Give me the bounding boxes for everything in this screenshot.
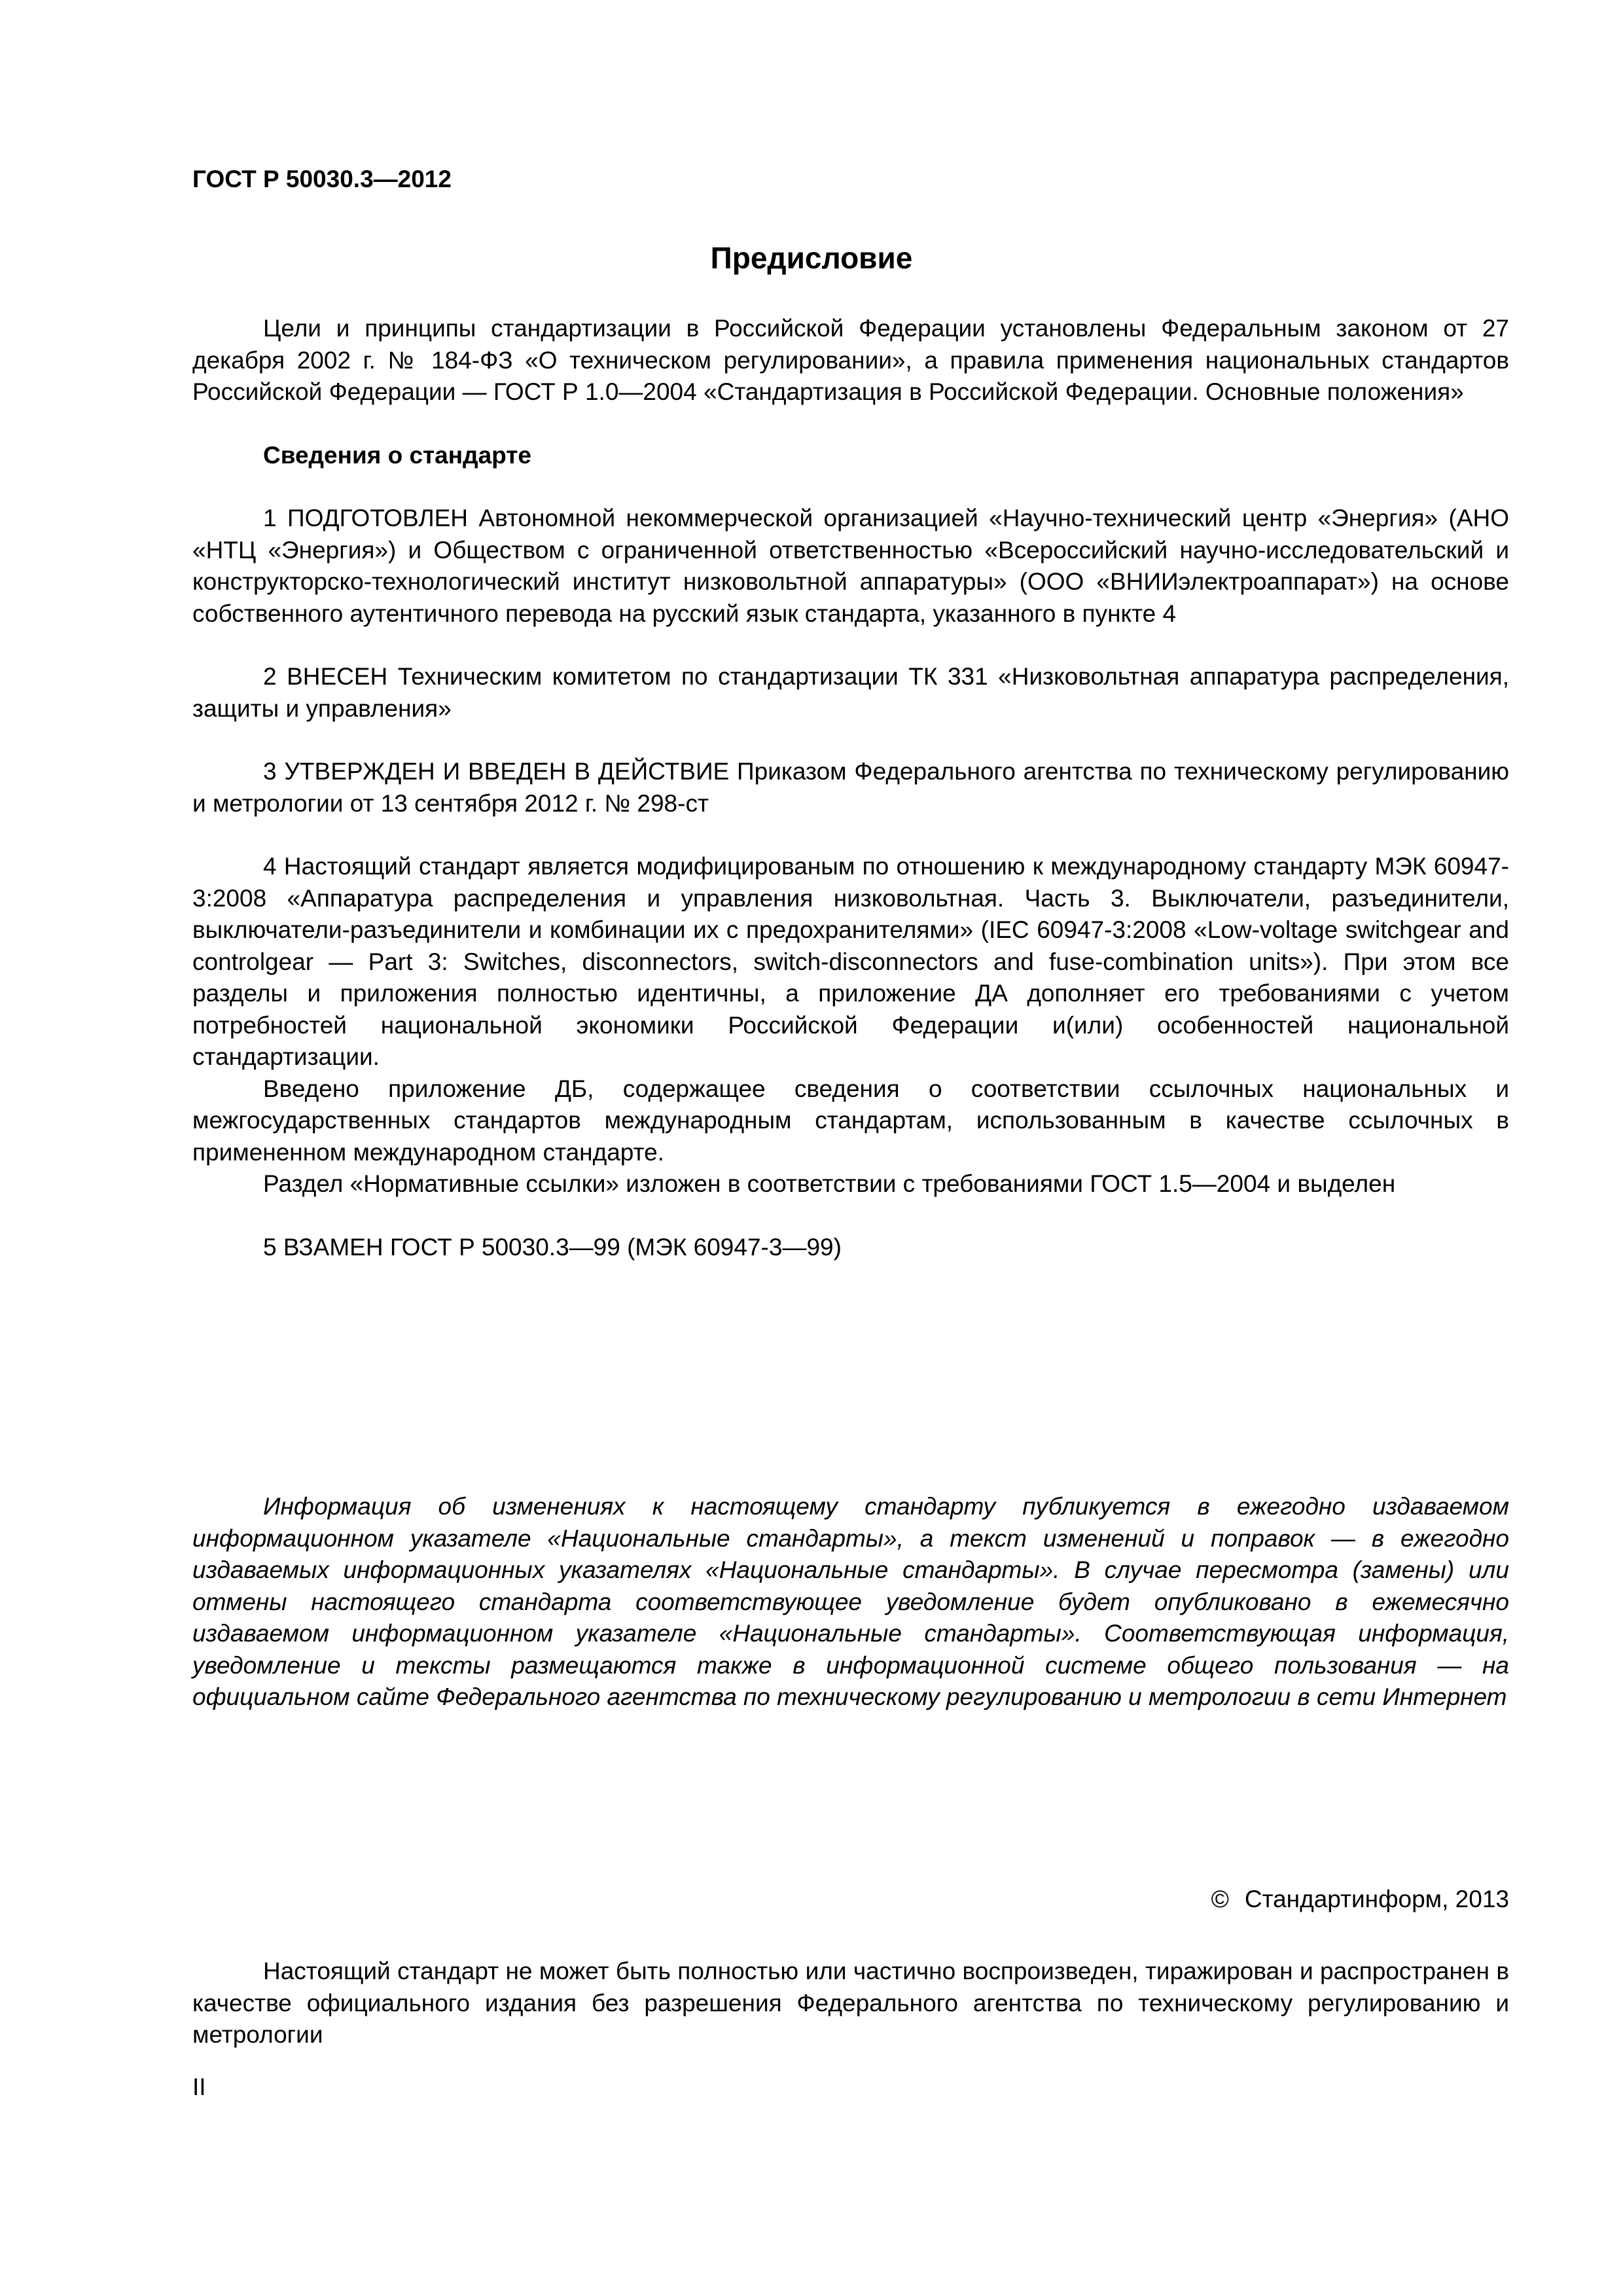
foreword-body [192, 313, 1509, 1263]
copyright-line [1211, 1884, 1509, 1915]
standard-code: ГОСТ Р 50030.3—2012 [192, 166, 452, 192]
page-number: II [192, 2073, 206, 2100]
item-4-annex-db: Введено приложение ДБ, содержащее сведения о соответствии ссылочных национальных и межгосударственных стандартов международным стандартам, использованным в качестве ссылочных в примененном международном стандарте. [192, 1075, 1509, 1166]
item-5: 5 ВЗАМЕН ГОСТ Р 50030.3—99 (МЭК 60947-3—99) [263, 1233, 842, 1261]
page-title: Предисловие [710, 241, 913, 275]
item-4-normative-refs: Раздел «Нормативные ссылки» изложен в соответствии с требованиями ГОСТ 1.5—2004 и выделен [263, 1170, 1396, 1197]
intro-paragraph: Цели и принципы стандартизации в Российской Федерации установлены Федеральным законом от 27 декабря 2002 г. № 184-ФЗ «О техническом регулировании», а правила применения национальных стандартов Российской Федерации — ГОСТ Р 1.0—2004 «Стандартизация в Российской Федерации. Основные положения» [192, 315, 1509, 405]
item-4: 4 Настоящий стандарт является модифицированым по отношению к международному стандарту МЭК 60947-3:2008 «Аппаратура распределения и управления низковольтная. Часть 3. Выключатели, разъединители, выключатели-разъединители и комбинации их с предохранителями» (IEC 60947-3:2008 «Low-voltage switchgear and controlgear — Part 3: Switches, disconnectors, switch-disconnectors and fuse-combination units»). При этом все разделы и приложения полностью идентичны, а приложение ДА дополняет его требованиями с учетом потребностей национальной экономики Российской Федерации и(или) особенностей национальной стандартизации. [192, 853, 1509, 1070]
item-1: 1 ПОДГОТОВЛЕН Автономной некоммерческой организацией «Научно-технический центр «Энергия» (АНО «НТЦ «Энергия») и Обществом с ограниченной ответственностью «Всероссийский научно-исследовательский и конструкторско-технологический институт низковольтной аппаратуры» (ООО «ВНИИэлектроаппарат») на основе собственного аутентичного перевода на русский язык стандарта, указанного в пункте 4 [192, 505, 1509, 627]
item-3: 3 УТВЕРЖДЕН И ВВЕДЕН В ДЕЙСТВИЕ Приказом Федерального агентства по техническому регулированию и метрологии от 13 сентября 2012 г. № 298-ст [192, 758, 1509, 817]
item-2: 2 ВНЕСЕН Техническим комитетом по стандартизации ТК 331 «Низковольтная аппаратура распределения, защиты и управления» [192, 663, 1509, 722]
amendments-notice: Информация об изменениях к настоящему стандарту публикуется в ежегодно издаваемом информационном указателе «Национальные стандарты», а текст изменений и поправок — в ежегодно издаваемых информационных указателях «Национальные стандарты». В случае пересмотра (замены) или отмены настоящего стандарта соответствующее уведомление будет опубликовано в ежемесячно издаваемом информационном указателе «Национальные стандарты». Соответствующая информация, уведомление и тексты размещаются также в информационной системе общего пользования — на официальном сайте Федерального агентства по техническому регулированию и метрологии в сети Интернет [192, 1493, 1509, 1710]
copyright-text: Стандартинформ, 2013 [1244, 1886, 1509, 1912]
reproduction-notice: Настоящий стандарт не может быть полностью или частично воспроизведен, тиражирован и распространен в качестве официального издания без разрешения Федерального агентства по техническому регулированию и метрологии [192, 1958, 1509, 2048]
copyright-symbol: © [1211, 1886, 1229, 1912]
info-heading: Сведения о стандарте [263, 441, 531, 469]
